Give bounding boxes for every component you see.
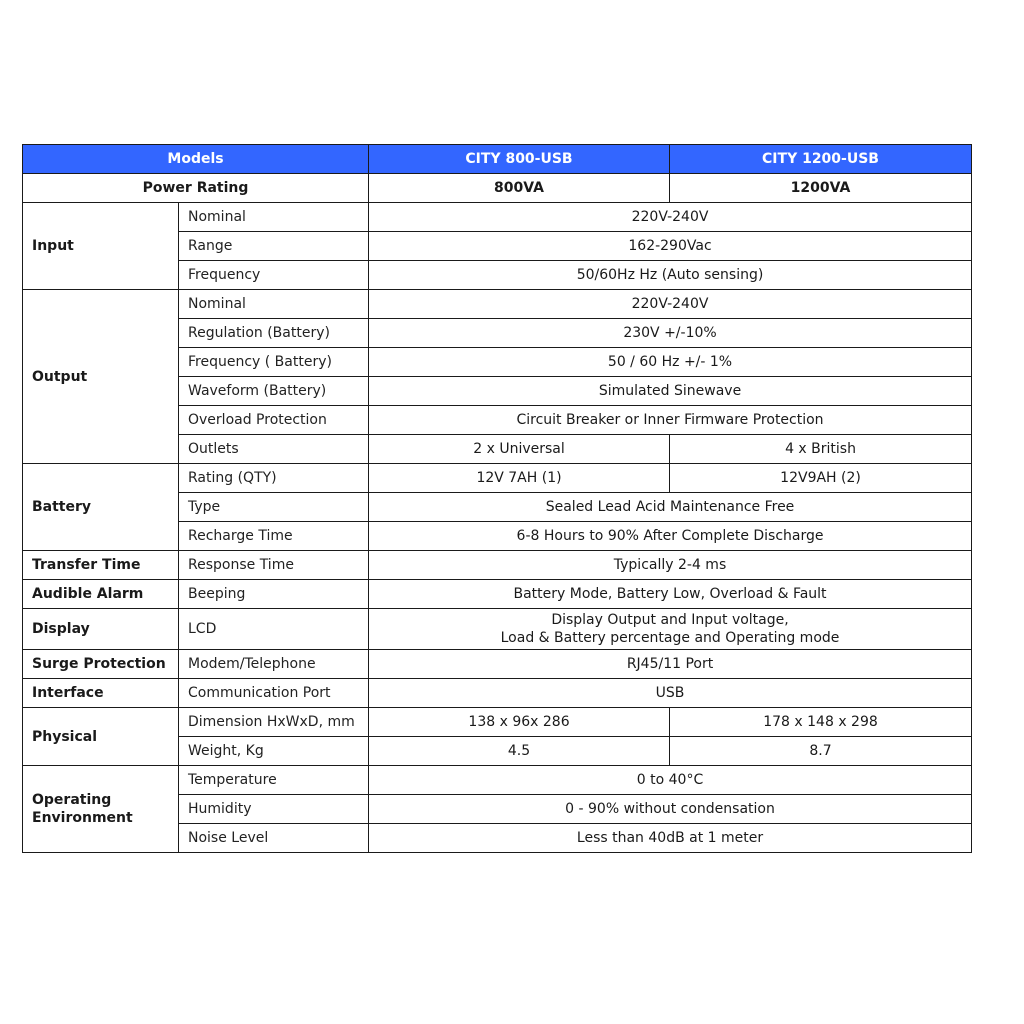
spec-value: Less than 40dB at 1 meter [369, 824, 972, 853]
spec-value: Simulated Sinewave [369, 377, 972, 406]
table-row [23, 766, 972, 795]
group-physical: Physical [23, 708, 179, 766]
table-row [23, 290, 972, 319]
power-rating-label: Power Rating [23, 174, 369, 203]
model-1-header: CITY 800-USB [369, 145, 670, 174]
table-row [23, 708, 972, 737]
spec-value: 50/60Hz Hz (Auto sensing) [369, 261, 972, 290]
spec-value: Circuit Breaker or Inner Firmware Protection [369, 406, 972, 435]
spec-label: Weight, Kg [179, 737, 369, 766]
group-battery: Battery [23, 464, 179, 551]
spec-label: Regulation (Battery) [179, 319, 369, 348]
spec-label: Frequency ( Battery) [179, 348, 369, 377]
spec-value: 50 / 60 Hz +/- 1% [369, 348, 972, 377]
group-output: Output [23, 290, 179, 464]
spec-value: Sealed Lead Acid Maintenance Free [369, 493, 972, 522]
spec-label: Noise Level [179, 824, 369, 853]
spec-label: Beeping [179, 580, 369, 609]
spec-table [22, 144, 972, 853]
spec-value: 0 - 90% without condensation [369, 795, 972, 824]
group-interface: Interface [23, 679, 179, 708]
spec-value: 162-290Vac [369, 232, 972, 261]
table-row [23, 609, 972, 650]
spec-label: Dimension HxWxD, mm [179, 708, 369, 737]
group-input: Input [23, 203, 179, 290]
spec-label: LCD [179, 609, 369, 650]
spec-label: Range [179, 232, 369, 261]
table-row [23, 679, 972, 708]
spec-label: Communication Port [179, 679, 369, 708]
spec-value [369, 609, 972, 650]
spec-value-line-1: Display Output and Input voltage, [551, 612, 789, 628]
spec-label: Nominal [179, 290, 369, 319]
group-operating-environment [23, 766, 179, 853]
spec-value-model-2: 178 x 148 x 298 [670, 708, 972, 737]
spec-label: Frequency [179, 261, 369, 290]
group-transfer-time: Transfer Time [23, 551, 179, 580]
table-row [23, 580, 972, 609]
spec-value-model-2: 12V9AH (2) [670, 464, 972, 493]
spec-label: Waveform (Battery) [179, 377, 369, 406]
power-rating-row [23, 174, 972, 203]
table-row [23, 464, 972, 493]
spec-value-line-2: Load & Battery percentage and Operating mode [500, 630, 840, 646]
group-display: Display [23, 609, 179, 650]
spec-value-model-2: 8.7 [670, 737, 972, 766]
spec-value-model-1: 138 x 96x 286 [369, 708, 670, 737]
spec-label: Outlets [179, 435, 369, 464]
spec-label: Response Time [179, 551, 369, 580]
spec-value-model-1: 12V 7AH (1) [369, 464, 670, 493]
spec-value-model-1: 2 x Universal [369, 435, 670, 464]
table-row [23, 203, 972, 232]
spec-value-model-1: 4.5 [369, 737, 670, 766]
power-rating-model-2: 1200VA [670, 174, 972, 203]
spec-value: RJ45/11 Port [369, 650, 972, 679]
spec-value: 0 to 40°C [369, 766, 972, 795]
spec-value: Typically 2-4 ms [369, 551, 972, 580]
spec-value-model-2: 4 x British [670, 435, 972, 464]
spec-label: Humidity [179, 795, 369, 824]
models-header: Models [23, 145, 369, 174]
spec-label: Rating (QTY) [179, 464, 369, 493]
header-row [23, 145, 972, 174]
model-2-header: CITY 1200-USB [670, 145, 972, 174]
spec-value: USB [369, 679, 972, 708]
spec-value: Battery Mode, Battery Low, Overload & Fault [369, 580, 972, 609]
spec-label: Overload Protection [179, 406, 369, 435]
spec-value: 220V-240V [369, 203, 972, 232]
table-row [23, 551, 972, 580]
spec-label: Modem/Telephone [179, 650, 369, 679]
spec-value: 230V +/-10% [369, 319, 972, 348]
spec-label: Type [179, 493, 369, 522]
power-rating-model-1: 800VA [369, 174, 670, 203]
spec-value: 6-8 Hours to 90% After Complete Discharge [369, 522, 972, 551]
table-row [23, 650, 972, 679]
spec-label: Recharge Time [179, 522, 369, 551]
spec-label: Temperature [179, 766, 369, 795]
group-label-line-1: Operating [32, 792, 112, 808]
group-label-line-2: Environment [32, 810, 133, 826]
group-audible-alarm: Audible Alarm [23, 580, 179, 609]
spec-value: 220V-240V [369, 290, 972, 319]
group-surge-protection: Surge Protection [23, 650, 179, 679]
spec-label: Nominal [179, 203, 369, 232]
